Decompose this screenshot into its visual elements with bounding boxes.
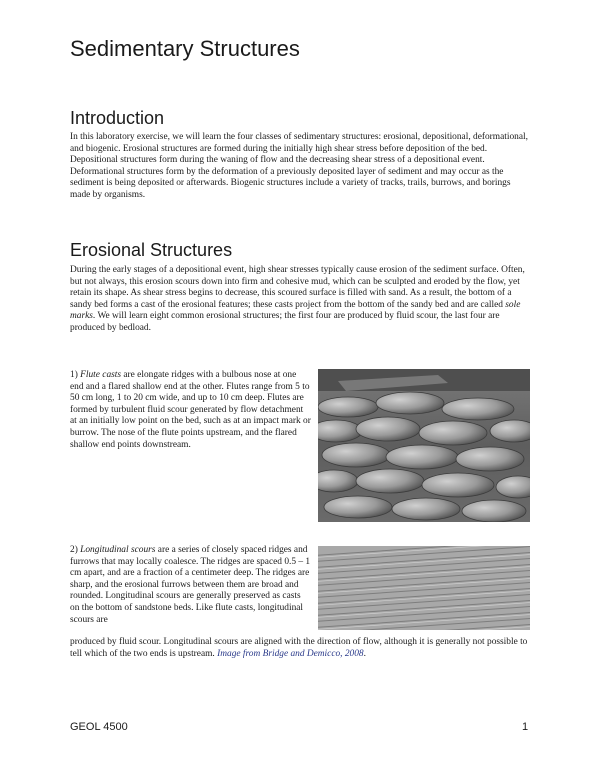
term-sole-marks: sole marks [70,299,521,322]
longitudinal-scours-text-a: are a series of closely spaced ridges and furrows that may locally coalesce. The ridges are spaced 0.5 – 1 cm apart, and are a fraction of a centimeter deep. The ridges are sharp, and the erosional furrows between them are broad and rounded. Longitudinal scours are generally preserved as casts on the bottom of sandstone beds. Like flute casts, longitudinal scours are [70,545,311,625]
longitudinal-scours-photo [318,546,530,630]
term-longitudinal-scours: Longitudinal scours [80,545,156,555]
erosional-text-b: . We will learn eight common erosional structures; the first four are produced by fluid scour, the last four are produced by bedload. [70,311,500,333]
erosional-text-a: During the early stages of a depositional event, high shear stresses typically cause erosion of the sediment surface. Often, but not always, this erosion scours down into firm and cohesive mud, which can be sculpted and eroded by the flow, yet retain its shape. As shear stress begins to decrease, this scoured surface is filled with sand. As a result, the bottom of a sandy bed forms a cast of the erosional features; these casts project from the bottom of the sandy bed and are called [70,265,525,310]
erosional-paragraph [70,265,530,335]
section-heading-erosional: Erosional Structures [70,240,233,260]
page-number: 1 [522,721,529,733]
page-title: Sedimentary Structures [70,36,300,61]
longitudinal-scours-paragraph-continued: produced by fluid scour. Longitudinal scours are aligned with the direction of flow, although it is generally not possible to tell which of the two ends is upstream. Image from Bridge and Demicco, 2008. [70,637,528,659]
intro-paragraph: In this laboratory exercise, we will learn the four classes of sedimentary structures: erosional, depositional, deformational, and biogenic. Erosional structures are formed during the initially high shear stress before deposition of the bed. Depositional structures form during the waning of flow and the decreasing shear stress of a depositional event. Deformational structures form by the deformation of a previously deposited layer of sediment and may occur as the sediment is being deposited or afterwards. Biogenic structures include a variety of tracks, trails, burrows, and borings made by organisms. [70,132,528,200]
flute-casts-paragraph: 1) Flute casts are elongate ridges with a bulbous nose at one end and a flared shallow end at the other. Flutes range from 5 to 50 cm long, 1 to 20 cm wide, and up to 10 cm deep. Flutes are formed by turbulent fluid scour generated by flow detachment at an initially low point on the bed, such as at an impact mark or burrow. The nose of the flute points upstream, and the flared shallow end points downstream. [70,370,311,450]
flute-casts-text: are elongate ridges with a bulbous nose at one end and a flared shallow end at the other. Flutes range from 5 to 50 cm long, 1 to 20 cm wide, and up to 10 cm deep. Flutes are formed by turbulent fluid scour generated by flow detachment at an initially low point on the bed, such as at an impact mark or burrow. The nose of the flute points upstream, and the flared shallow end points downstream. [70,370,311,450]
longitudinal-scours-paragraph: 2) Longitudinal scours are a series of closely spaced ridges and furrows that may locally coalesce. The ridges are spaced 0.5 – 1 cm apart, and are a fraction of a centimeter deep. The ridges are sharp, and the erosional furrows between them are broad and rounded. Longitudinal scours are generally preserved as casts on the bottom of sandstone beds. Like flute casts, longitudinal scours are [70,545,311,625]
flute-casts-photo [318,369,530,522]
footer-course: GEOL 4500 [70,721,128,733]
longitudinal-scours-text-b: produced by fluid scour. Longitudinal scours are aligned with the direction of flow, although it is generally not possible to tell which of the two ends is upstream. [70,637,528,659]
term-flute-casts: Flute casts [80,370,122,380]
image-credit: Image from Bridge and Demicco, 2008 [217,648,364,659]
section-heading-introduction: Introduction [70,108,165,128]
